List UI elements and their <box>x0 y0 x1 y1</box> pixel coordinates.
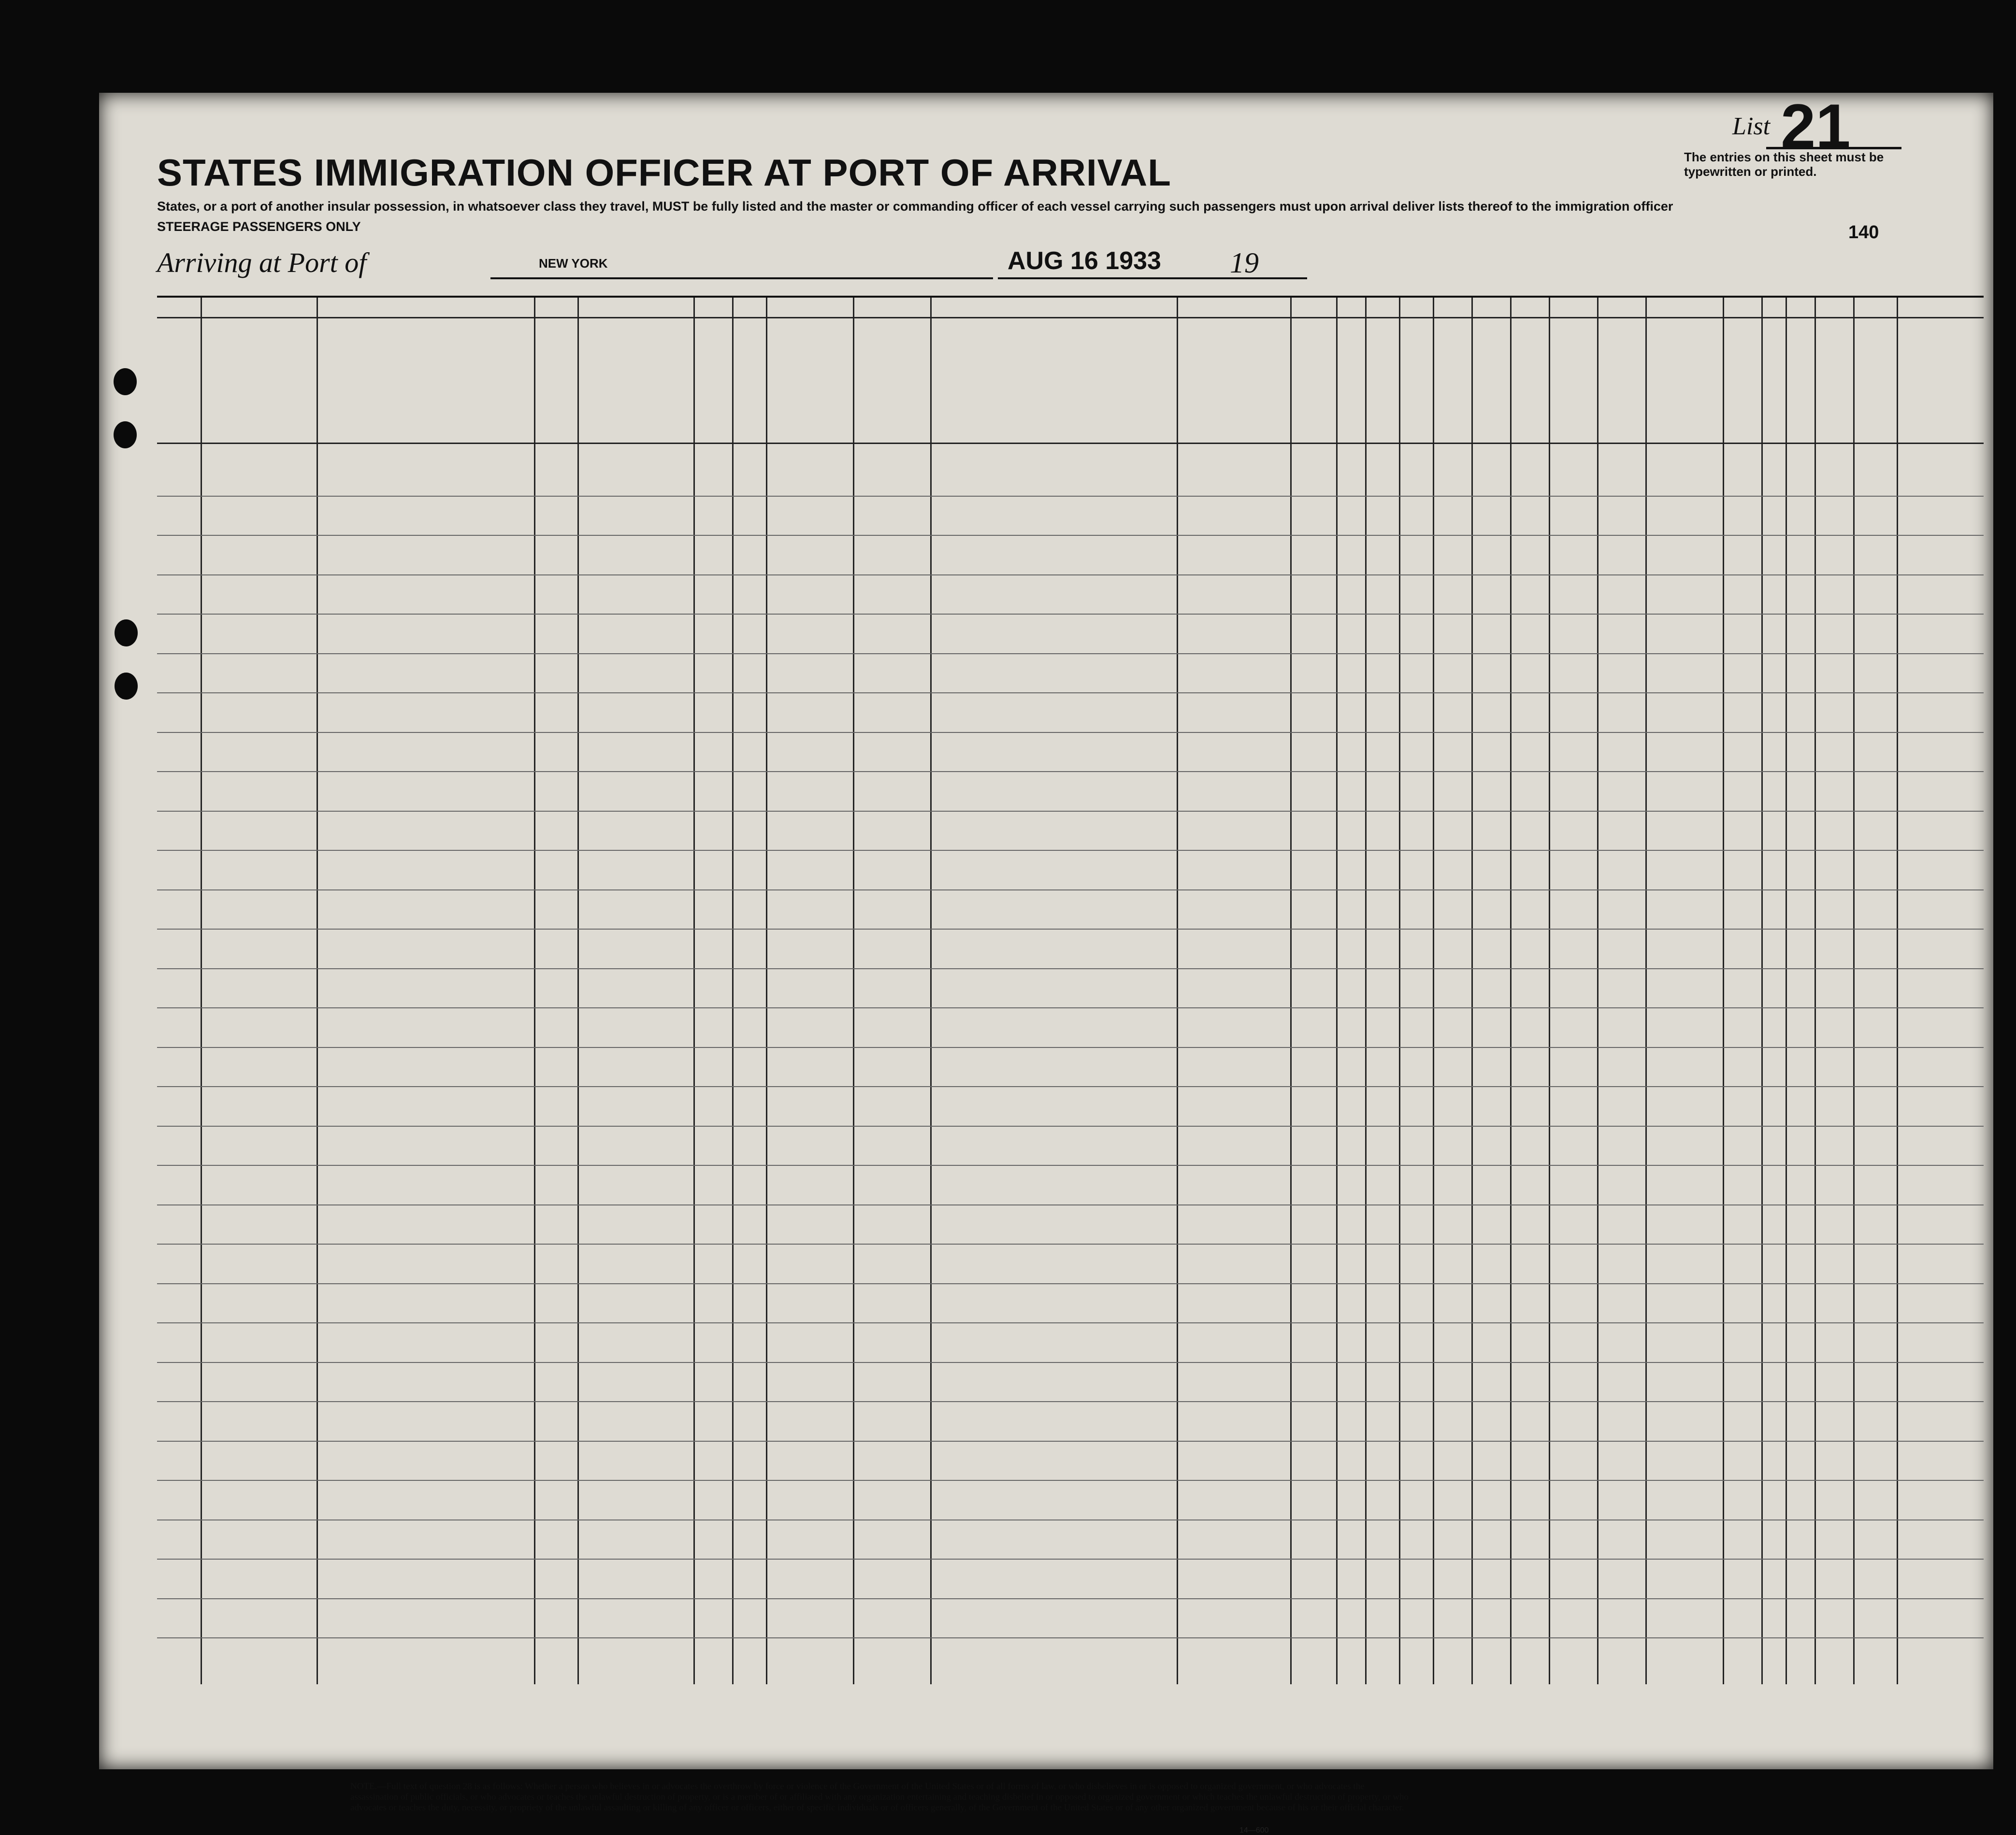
row-rule <box>157 1401 1984 1402</box>
anarchist-header <box>1409 336 1426 428</box>
column-rule <box>1177 298 1178 1684</box>
column-rule <box>1814 298 1816 1684</box>
column-rule <box>1897 298 1898 1684</box>
money-header <box>737 336 754 428</box>
row-rule <box>157 1441 1984 1442</box>
column-rule <box>693 298 695 1684</box>
row-rule <box>157 1322 1984 1323</box>
footer-note: NOTE.—Full text of question 28 is as follows: Whether a person who believes in or advocates the overthrow by force or violence of the Government of the United States or of all forms of law, or who disbelieves in or is opposed to organized government, or who advocates the assassination of public officials, or who advocates or teaches the unlawful destruction of property, or is a member of or affiliated with any organization entertaining and teaching disbelief in or opposed to organized government or which teaches the unlawful destruction of property, or who advocates or teaches the duty, necessity, or propriety of the unlawful assaulting or killing of any officer or officers, either of specific individuals or of officers generally, of the Government of the United States or of any other organized government because of his or their official character. <box>350 1781 1409 1813</box>
column-rule <box>1290 298 1292 1684</box>
sheet-number: 140 <box>1848 222 1879 243</box>
row-rule <box>157 1047 1984 1048</box>
form-code: 14—600 <box>1239 1826 1269 1835</box>
punch-hole <box>114 421 137 448</box>
ticket-header <box>544 336 561 428</box>
row-rule <box>157 496 1984 497</box>
column-rule <box>732 298 734 1684</box>
column-rule <box>1723 298 1724 1684</box>
list-underline <box>1766 147 1901 149</box>
row-rule <box>157 968 1984 969</box>
year-label: 19 <box>1230 247 1259 279</box>
row-rule <box>157 1480 1984 1481</box>
column-rule <box>1336 298 1338 1684</box>
row-rule <box>157 732 1984 733</box>
page-title: STATES IMMIGRATION OFFICER AT PORT OF ARRIVAL <box>157 151 1171 194</box>
column-rule <box>1433 298 1434 1684</box>
column-rule <box>766 298 767 1684</box>
row-rule <box>157 1283 1984 1284</box>
column-rule <box>1471 298 1473 1684</box>
row-rule <box>157 574 1984 575</box>
column-rule <box>1853 298 1855 1684</box>
row-rule <box>157 1204 1984 1205</box>
column-rule <box>317 298 318 1684</box>
steerage-label: STEERAGE PASSENGERS ONLY <box>157 219 361 234</box>
row-rule <box>157 1362 1984 1363</box>
row-rule <box>157 1637 1984 1638</box>
polygamist-header <box>1375 336 1392 428</box>
row-rule <box>157 1086 1984 1087</box>
date-line <box>998 277 1307 279</box>
column-rule <box>1597 298 1598 1684</box>
header-rule <box>157 317 1984 318</box>
column-rule <box>1399 298 1400 1684</box>
manifest-table <box>157 296 1984 1694</box>
column-rule <box>1761 298 1763 1684</box>
port-stamp: NEW YORK <box>539 256 608 271</box>
punch-hole <box>114 368 137 395</box>
port-line <box>490 277 993 279</box>
row-rule <box>157 653 1984 654</box>
column-rule <box>1549 298 1550 1684</box>
list-number: 21 <box>1781 91 1851 161</box>
binder-hole <box>46 679 69 706</box>
punch-hole <box>115 619 138 646</box>
column-rule <box>201 298 202 1684</box>
row-rule <box>157 1165 1984 1166</box>
row-rule <box>157 1007 1984 1008</box>
row-rule <box>157 1244 1984 1245</box>
punch-hole <box>115 673 138 700</box>
column-rule <box>1786 298 1787 1684</box>
typewritten-notice: The entries on this sheet must be typewritten or printed. <box>1684 150 1884 179</box>
row-rule <box>157 614 1984 615</box>
row-rule <box>157 850 1984 851</box>
column-rule <box>1510 298 1512 1684</box>
row-rule <box>157 535 1984 536</box>
row-rule <box>157 811 1984 812</box>
binder-hole <box>46 623 69 650</box>
row-rule <box>157 889 1984 890</box>
arriving-label: Arriving at Port of <box>157 247 367 278</box>
page-subtitle: States, or a port of another insular possession, in whatsoever class they travel, MUST be fully listed and the master or commanding officer of each vessel carrying such passengers must upon arrival deliver lists thereof to the immigration officer <box>157 199 1673 214</box>
arrival-date-stamp: AUG 16 1933 <box>1008 247 1161 275</box>
list-label: List <box>1732 113 1771 140</box>
column-rule <box>1645 298 1647 1684</box>
column-rule <box>930 298 932 1684</box>
row-rule <box>157 771 1984 772</box>
row-rule <box>157 929 1984 930</box>
row-rule <box>157 692 1984 693</box>
column-rule <box>1365 298 1367 1684</box>
row-rule <box>157 1559 1984 1560</box>
binder-hole <box>41 913 64 940</box>
row-rule <box>157 1598 1984 1599</box>
column-rule <box>853 298 854 1684</box>
column-rule <box>577 298 579 1684</box>
header-rule <box>157 443 1984 444</box>
row-rule <box>157 1126 1984 1127</box>
manifest-sheet <box>99 91 1993 1835</box>
column-rule <box>534 298 535 1684</box>
